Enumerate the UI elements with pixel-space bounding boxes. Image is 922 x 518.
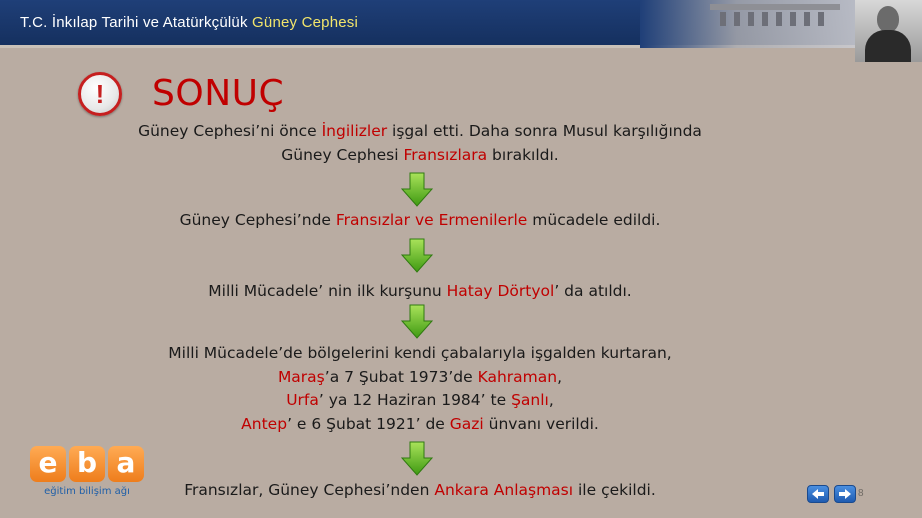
paragraph-line	[100, 209, 740, 233]
text-span: ’ ya 12 Haziran 1984’ te	[318, 391, 512, 409]
paragraph-line	[100, 479, 740, 503]
paragraph-line: Milli Mücadele’de bölgelerini kendi çabalarıyla işgalden kurtaran,	[168, 344, 672, 362]
highlight-text: Ankara Anlaşması	[434, 481, 574, 499]
text-span: Milli Mücadele’ nin ilk kurşunu	[208, 282, 447, 300]
text-span: ünvanı verildi.	[483, 414, 599, 433]
text-span: ile çekildi.	[573, 481, 656, 499]
paragraph-line	[100, 120, 740, 144]
paragraph-line	[100, 366, 740, 390]
text-span: ,	[557, 367, 563, 386]
highlight-text: Şanlı	[511, 391, 549, 409]
next-slide-button[interactable]	[834, 485, 856, 503]
section-title: SONUÇ	[152, 73, 285, 114]
building-window	[790, 12, 796, 26]
down-arrow-icon	[400, 172, 434, 208]
building-window	[818, 12, 824, 26]
highlight-text: Hatay Dörtyol	[446, 282, 555, 300]
highlight-text: Antep	[241, 414, 288, 433]
header-title-topic: Güney Cephesi	[247, 14, 359, 31]
text-span: Fransızlar, Güney Cephesi’nden	[184, 481, 435, 499]
arrow-right-icon	[838, 488, 852, 500]
text-span: Güney Cephesi’nde	[179, 211, 336, 229]
logo-letter: e	[30, 446, 66, 482]
building-window	[720, 12, 726, 26]
portrait-head	[877, 6, 899, 32]
portrait-body	[865, 30, 911, 62]
paragraph-1	[100, 120, 740, 167]
building-window	[734, 12, 740, 26]
logo-tagline: eğitim bilişim ağı	[44, 486, 130, 497]
highlight-text: Fransızlar ve Ermenilerle	[335, 211, 528, 229]
exclamation-icon	[78, 72, 122, 116]
slide-number: 8	[858, 488, 864, 499]
building-window	[804, 12, 810, 26]
highlight-text: Urfa	[286, 391, 319, 409]
paragraph-line	[100, 389, 740, 413]
logo-letter: b	[69, 446, 105, 482]
header-bar	[0, 0, 922, 48]
paragraph-2	[100, 209, 740, 233]
paragraph-5	[100, 479, 740, 503]
text-span: Güney Cephesi	[281, 145, 404, 164]
paragraph-line	[100, 144, 740, 168]
text-span: Güney Cephesi’ni önce	[138, 122, 322, 140]
highlight-text: İngilizler	[321, 122, 388, 140]
exclamation-symbol: !	[95, 79, 105, 109]
eba-logo	[28, 446, 146, 500]
text-span: mücadele edildi.	[527, 211, 661, 229]
paragraph-4	[100, 342, 740, 436]
building-image	[640, 0, 855, 48]
text-span: ,	[548, 391, 554, 409]
highlight-text: Gazi	[449, 414, 484, 433]
down-arrow-icon	[400, 238, 434, 274]
down-arrow-icon	[400, 441, 434, 477]
building-window	[762, 12, 768, 26]
header-title-course: T.C. İnkılap Tarihi ve Atatürkçülük	[20, 14, 248, 31]
paragraph-line	[100, 280, 740, 304]
text-span: ’ e 6 Şubat 1921’ de	[287, 414, 450, 433]
building-roof	[710, 4, 840, 10]
paragraph-3	[100, 280, 740, 304]
highlight-text: Kahraman	[477, 367, 558, 386]
building-window	[748, 12, 754, 26]
header-title	[20, 14, 358, 31]
down-arrow-icon	[400, 304, 434, 340]
text-span: ’ da atıldı.	[554, 282, 632, 300]
paragraph-line	[100, 413, 740, 437]
highlight-text: Fransızlara	[403, 145, 488, 164]
arrow-left-icon	[811, 488, 825, 500]
text-span: bırakıldı.	[487, 145, 559, 164]
text-span: ’a 7 Şubat 1973’de	[324, 367, 478, 386]
prev-slide-button[interactable]	[807, 485, 829, 503]
logo-letter: a	[108, 446, 144, 482]
text-span: işgal etti. Daha sonra Musul karşılığında	[387, 122, 702, 140]
highlight-text: Maraş	[277, 367, 325, 386]
building-window	[776, 12, 782, 26]
portrait-image	[855, 0, 922, 62]
